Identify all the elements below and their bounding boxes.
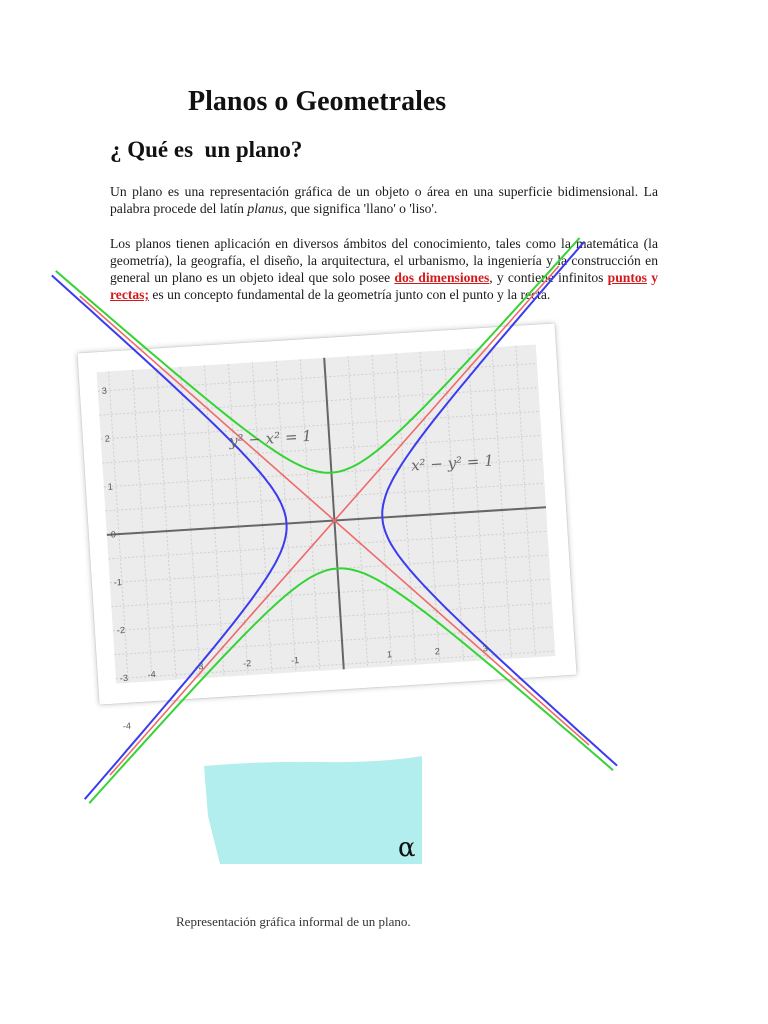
x-tick-label: -1	[290, 655, 300, 666]
y-tick-label: 3	[101, 385, 108, 396]
paragraph-text: , y contiene infinitos	[489, 270, 608, 285]
page-title: Planos o Geometrales	[188, 86, 447, 117]
x-tick-label: 1	[386, 649, 393, 660]
latin-word: planus	[247, 201, 284, 216]
plane-shape	[200, 756, 422, 864]
y-tick-label: 1	[107, 481, 114, 492]
alpha-symbol: α	[398, 833, 416, 863]
paragraph-applications	[110, 235, 658, 303]
x-tick-label: 2	[434, 646, 441, 657]
section-heading: ¿ Qué es un plano?	[110, 137, 303, 162]
link-rectas[interactable]: rectas;	[110, 287, 149, 302]
y-tick-label: -3	[119, 672, 129, 684]
paragraph-text: Los planos tienen aplicación en diversos ámbitos del conocimiento, tales como la matemática (la geometría), la geografía, el diseño, la arquitectura, el urbanismo, la ingeniería y la construcción en general un plano es un objeto ideal que solo posee	[110, 236, 658, 285]
y-tick-label: -1	[113, 577, 123, 588]
hyperbola-graph	[97, 345, 556, 732]
link-puntos[interactable]: puntos	[607, 270, 647, 285]
x-tick-label: 3	[482, 643, 489, 654]
x-tick-label: -4	[147, 669, 157, 680]
hyperbola-figure	[77, 323, 576, 732]
link-dos-dimensiones[interactable]: dos dimensiones	[394, 270, 490, 285]
y-tick-label: 0	[110, 529, 117, 540]
equation-label-y: y² − x² = 1	[228, 426, 313, 450]
paragraph-text: Un plano es una representación gráfica de un objeto o área en una superficie bidimensional. La palabra procede del latín	[110, 184, 658, 216]
plane-surface	[204, 756, 422, 864]
y-tick-label: -2	[116, 624, 126, 636]
paragraph-text: , que significa 'llano' o 'liso'.	[283, 201, 438, 216]
y-tick-label: 2	[104, 433, 111, 444]
y-tick-label: -4	[122, 720, 132, 732]
figure-caption: Representación gráfica informal de un plano.	[176, 914, 411, 929]
x-tick-label: -2	[242, 658, 252, 669]
x-tick-label: -3	[195, 661, 204, 672]
red-conjunction: y	[651, 270, 658, 285]
equation-label-x: x² − y² = 1	[410, 451, 495, 475]
paragraph-definition	[110, 183, 658, 217]
paragraph-text: es un concepto fundamental de la geometría junto con el punto y la recta.	[149, 287, 551, 302]
